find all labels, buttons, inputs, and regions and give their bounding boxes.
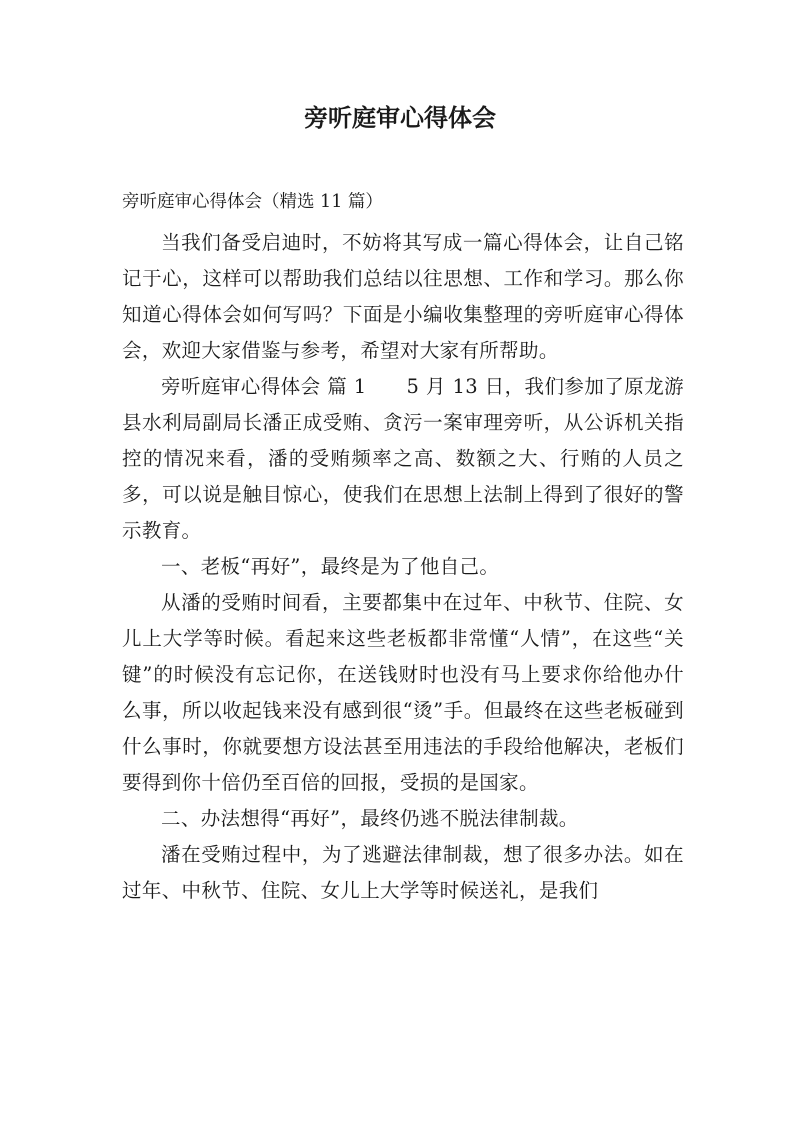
- document-title: 旁听庭审心得体会: [304, 103, 496, 132]
- document-subtitle: 旁听庭审心得体会（精选 11 篇）: [122, 192, 383, 212]
- section-heading-1: 一、老板“再好”，最终是为了他自己。: [161, 555, 500, 578]
- section-1-paragraph: 从潘的受贿时间看，主要都集中在过年、中秋节、住院、女儿上大学等时候。看起来这些老板都非常懂“人情”，在这些“关键”的时候没有忘记你，在送钱财时也没有马上要求你给他办什么事，所以收起钱来没有感到很“烫”手。但最终在这些老板碰到什么事时，你就要想方设法甚至用违法的手段给他解决，老板们要得到你十倍仍至百倍的回报，受损的是国家。: [122, 591, 684, 794]
- section-heading-2: 二、办法想得“再好”，最终仍逃不脱法律制裁。: [161, 807, 579, 830]
- section-2-paragraph: 潘在受贿过程中，为了逃避法律制裁，想了很多办法。如在过年、中秋节、住院、女儿上大学等时候送礼，是我们: [122, 843, 684, 902]
- article-1-paragraph: 旁听庭审心得体会 篇 1 5 月 13 日，我们参加了原龙游县水利局副局长潘正成受贿、贪污一案审理旁听，从公诉机关指控的情况来看，潘的受贿频率之高、数额之大、行贿的人员之多，可以说是触目惊心，使我们在思想上法制上得到了很好的警示教育。: [122, 375, 684, 542]
- document-body: [122, 225, 684, 909]
- intro-paragraph: 当我们备受启迪时，不妨将其写成一篇心得体会，让自己铭记于心，这样可以帮助我们总结以往思想、工作和学习。那么你知道心得体会如何写吗？下面是小编收集整理的旁听庭审心得体会，欢迎大家借鉴与参考，希望对大家有所帮助。: [122, 231, 684, 362]
